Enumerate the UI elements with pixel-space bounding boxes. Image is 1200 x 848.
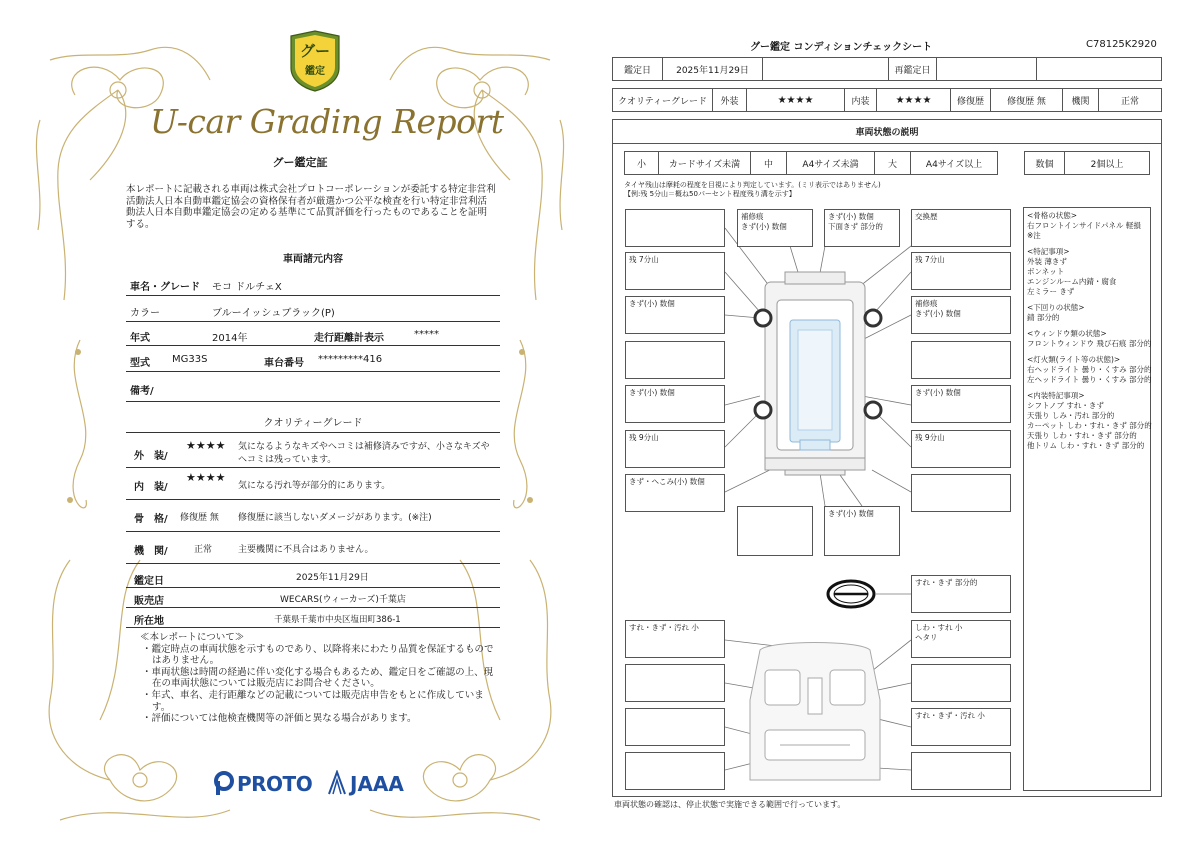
damage-text: きず(小) 数個	[828, 509, 874, 518]
note-item: ・年式、車名、走行距離などの記載については販売店申告をもとに作成しています。	[142, 689, 484, 713]
exterior-label: 外 装/	[134, 451, 168, 462]
certificate-body: 本レポートに記載される車両は株式会社プロトコーポレーションが委託する特定非営利活動法人日本自動車鑑定協会の資格保有者が厳選かつ公平な検査を行い特定非営利活動法人日本自動車鑑定協会の定める基準にて品質評価を行ったものであることを証明する。	[126, 184, 496, 231]
info-row-dealer	[126, 588, 500, 608]
tire-box	[911, 430, 1011, 468]
condition-line: 左ミラー きず	[1027, 287, 1075, 296]
size-large-desc: A4サイズ以上	[925, 159, 983, 170]
remarks-label: 備考/	[130, 386, 154, 397]
tire-note-1: タイヤ残山は摩耗の程度を目視により判定しています。(ミリ表示ではありません)	[624, 181, 881, 189]
model-value: MG33S	[172, 354, 208, 365]
name-value: モコ ドルチェX	[212, 282, 282, 293]
condition-title: <下回りの状態>	[1027, 303, 1085, 312]
damage-box	[911, 474, 1011, 512]
damage-text: すれ・きず 部分的	[915, 578, 978, 587]
damage-box	[824, 209, 900, 247]
goo-kantei-logo	[287, 30, 343, 92]
damage-text: すれ・きず・汚れ 小	[915, 711, 985, 720]
condition-line: ボンネット	[1027, 267, 1065, 276]
spec-row-name	[126, 270, 500, 296]
vin-label: 車台番号	[264, 358, 304, 369]
damage-box	[911, 296, 1011, 334]
damage-text: きず(小) 数個	[629, 388, 675, 397]
interior-box	[911, 708, 1011, 746]
mileage-value: *****	[414, 329, 439, 340]
tire-box	[625, 430, 725, 468]
condition-line: シフトノブ すれ・きず	[1027, 401, 1104, 410]
damage-text: 残 7分山	[629, 255, 659, 264]
interior-box	[625, 752, 725, 790]
interior-box	[625, 664, 725, 702]
damage-text: きず(小) 数個	[629, 299, 675, 308]
year-label: 年式	[130, 333, 150, 344]
damage-text: すれ・きず・汚れ 小	[629, 623, 699, 632]
inspect-date-value: 2025年11月29日	[663, 58, 763, 80]
count-label: 数個	[1025, 152, 1065, 174]
spec-heading: 車両諸元内容	[283, 254, 343, 265]
dealer-label: 販売店	[134, 596, 164, 607]
model-label: 型式	[130, 358, 150, 369]
interior-desc: 気になる汚れ等が部分的にあります。	[238, 481, 391, 491]
condition-line: 錆 部分的	[1027, 313, 1060, 322]
logo-badge-top: グー	[299, 42, 330, 60]
footer-note: 車両状態の確認は、停止状態で実施できる範囲で行っています。	[614, 800, 846, 809]
car-interior-view	[750, 643, 880, 781]
inspect-date-label: 鑑定日	[613, 58, 663, 80]
damage-box	[625, 385, 725, 423]
date-label: 鑑定日	[134, 576, 164, 587]
condition-list	[1023, 207, 1151, 791]
quality-heading: クオリティーグレード	[263, 418, 363, 429]
note-item: ・鑑定時点の車両状態を示すものであり、以降将来にわたり品質を保証するものではありません。	[142, 643, 494, 667]
quality-row-engine	[126, 532, 500, 564]
exterior-label: 外装	[713, 89, 747, 111]
damage-box	[625, 209, 725, 247]
condition-line: 天張り しみ・汚れ 部分的	[1027, 411, 1115, 420]
proto-logo-text: PROTO	[237, 772, 313, 796]
damage-box	[737, 209, 813, 247]
spec-row-year	[126, 322, 500, 346]
condition-line: フロントウィンドウ 飛び石痕 部分的	[1027, 339, 1152, 348]
report-notes	[140, 632, 500, 725]
interior-label: 内装	[845, 89, 877, 111]
note-item: ・車両状態は時間の経過に伴い変化する場合もあるため、鑑定日をご確認の上、現在の車両状態については販売店にお問合せください。	[142, 666, 494, 690]
interior-label: 内 装/	[134, 482, 168, 493]
condition-line: 天張り しわ・すれ・きず 部分的	[1027, 431, 1137, 440]
jaaa-logo-text: JAAA	[350, 772, 404, 796]
damage-text: ヘタリ	[915, 633, 938, 642]
color-value: ブルーイッシュブラック(P)	[212, 308, 335, 319]
damage-text: 補修痕	[741, 212, 764, 221]
footer-logos	[213, 768, 413, 802]
frame-value: 修復歴 無	[180, 513, 219, 523]
condition-line: 右フロントインサイドパネル 軽損	[1027, 221, 1141, 230]
frame-label: 骨 格/	[134, 514, 168, 525]
condition-line: カーペット しわ・すれ・きず 部分的	[1027, 421, 1152, 430]
proto-logo-icon	[213, 770, 235, 796]
spec-row-color	[126, 296, 500, 322]
damage-box	[625, 474, 725, 512]
damage-box	[911, 575, 1011, 613]
dealer-value: WECARS(ウィーカーズ)千葉店	[280, 595, 406, 605]
engine-desc: 主要機関に不具合はありません。	[238, 545, 374, 555]
frame-desc: 修復歴に該当しないダメージがあります。(※注)	[238, 513, 432, 523]
year-value: 2014年	[212, 333, 248, 344]
tire-box	[911, 252, 1011, 290]
damage-text: 補修痕	[915, 299, 938, 308]
exterior-desc-1: 気になるようなキズやヘコミは補修済みですが、小さなキズや	[238, 442, 490, 452]
size-large-label: 大	[875, 152, 911, 174]
damage-text: きず(小) 数個	[915, 309, 961, 318]
repair-value: 修復歴 無	[991, 89, 1063, 111]
damage-text: きず・へこみ(小) 数個	[629, 477, 705, 486]
certificate-title: グー鑑定証	[272, 156, 328, 169]
damage-box	[911, 385, 1011, 423]
sheet-title: グー鑑定 コンディションチェックシート	[750, 42, 933, 53]
spec-row-remarks	[126, 372, 500, 402]
damage-box	[911, 209, 1011, 247]
report-title: U-car Grading Report	[150, 102, 504, 141]
interior-box	[625, 620, 725, 658]
color-label: カラー	[130, 308, 160, 319]
damage-text: 下面きず 部分的	[828, 222, 883, 231]
spec-row-model	[126, 346, 500, 372]
mileage-label: 走行距離計表示	[314, 333, 384, 344]
engine-value: 正常	[194, 545, 213, 555]
condition-title: <ウィンドウ類の状態>	[1027, 329, 1107, 338]
condition-title: <灯火類(ライト等の状態)>	[1027, 355, 1121, 364]
steering-wheel-icon	[828, 581, 874, 607]
damage-box	[824, 506, 900, 556]
interior-stars: ★★★★	[877, 89, 951, 111]
damage-text: きず(小) 数個	[828, 212, 874, 221]
condition-line: エンジンルーム内錆・腐食	[1027, 277, 1117, 286]
quality-row-exterior	[126, 432, 500, 468]
size-mid-label: 中	[751, 152, 787, 174]
condition-title: <内装特記事項>	[1027, 391, 1085, 400]
size-small-desc: カードサイズ未満	[659, 152, 751, 174]
sheet-code: C78125K2920	[1086, 39, 1157, 50]
interior-stars: ★★★★	[186, 471, 226, 484]
info-row-address	[126, 608, 500, 628]
notes-title: ≪本レポートについて≫	[140, 632, 245, 643]
quality-row-interior	[126, 468, 500, 500]
engine-value: 正常	[1120, 96, 1139, 107]
note-item: ・評価については他検査機関等の評価と異なる場合があります。	[142, 713, 417, 725]
condition-title: <骨格の状態>	[1027, 211, 1078, 220]
interior-box	[911, 620, 1011, 658]
condition-group	[1027, 211, 1147, 241]
car-top-view	[765, 272, 865, 475]
quality-label: クオリティーグレード	[613, 89, 713, 111]
logo-badge-bottom: 鑑定	[305, 66, 325, 77]
exterior-stars: ★★★★	[186, 439, 226, 452]
damage-box	[625, 341, 725, 379]
condition-line: 左ヘッドライト 曇り・くすみ 部分的	[1027, 375, 1152, 384]
exterior-desc-2: ヘコミは残っています。	[238, 455, 337, 465]
condition-group	[1027, 329, 1152, 349]
address-label: 所在地	[134, 616, 164, 627]
condition-group	[1027, 247, 1147, 297]
address-value: 千葉県千葉市中央区塩田町386-1	[274, 615, 401, 625]
jaaa-logo-icon	[327, 770, 347, 796]
tire-box	[625, 252, 725, 290]
damage-box	[911, 341, 1011, 379]
condition-group	[1027, 355, 1152, 385]
date-value: 2025年11月29日	[296, 573, 369, 583]
damage-text: しわ・すれ 小	[915, 623, 963, 632]
damage-text: きず(小) 数個	[915, 388, 961, 397]
size-mid-desc: A4サイズ未満	[787, 152, 875, 174]
count-value: 2個以上	[1090, 159, 1124, 170]
condition-line: 他トリム しわ・すれ・きず 部分的	[1027, 441, 1145, 450]
name-label: 車名・グレード	[130, 282, 200, 293]
interior-box	[911, 664, 1011, 702]
damage-text: きず(小) 数個	[741, 222, 787, 231]
exterior-stars: ★★★★	[747, 89, 845, 111]
condition-check-sheet	[600, 0, 1200, 848]
damage-box	[737, 506, 813, 556]
engine-label: 機 関/	[134, 546, 168, 557]
condition-group	[1027, 391, 1152, 451]
info-row-date	[126, 566, 500, 588]
engine-label: 機関	[1063, 89, 1099, 111]
reinspect-label: 再鑑定日	[889, 58, 937, 80]
state-heading: 車両状態の説明	[613, 120, 1161, 144]
condition-line: 右ヘッドライト 曇り・くすみ 部分的	[1027, 365, 1152, 374]
interior-box	[625, 708, 725, 746]
vin-value: *********416	[318, 354, 383, 365]
damage-text: 残 9分山	[629, 433, 659, 442]
size-small-label: 小	[625, 152, 659, 174]
condition-line: 外装 薄きず	[1027, 257, 1067, 266]
tire-note-2: 【例:残 5分山＝概ね50パーセント程度残り溝を示す】	[624, 190, 796, 198]
condition-group	[1027, 303, 1147, 323]
damage-text: 残 9分山	[915, 433, 945, 442]
damage-text: 交換歴	[915, 212, 938, 221]
condition-line: ※注	[1027, 231, 1041, 240]
condition-title: <特記事項>	[1027, 247, 1070, 256]
interior-box	[911, 752, 1011, 790]
quality-row-frame	[126, 500, 500, 532]
repair-label: 修復歴	[951, 89, 991, 111]
damage-text: 残 7分山	[915, 255, 945, 264]
damage-box	[625, 296, 725, 334]
